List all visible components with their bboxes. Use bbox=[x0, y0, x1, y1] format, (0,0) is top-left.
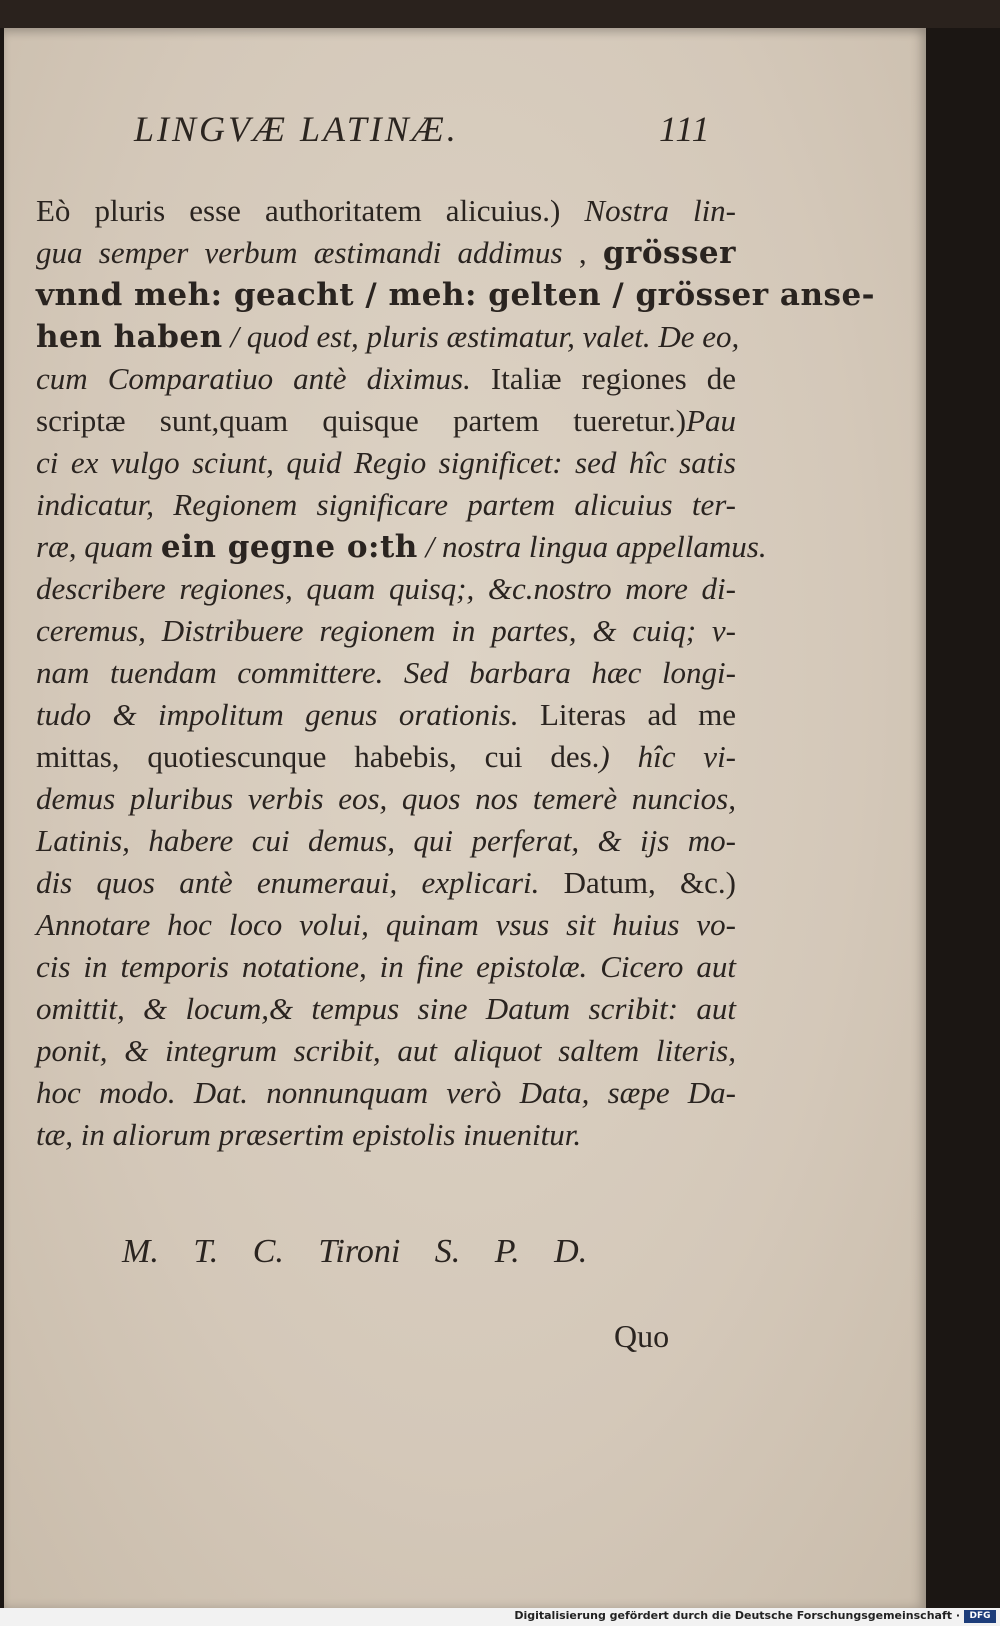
text-run: Nostra lin- bbox=[584, 193, 737, 228]
text-line bbox=[36, 694, 736, 736]
text-run: / quod est, pluris æstimatur, valet. De eo, bbox=[222, 319, 740, 354]
text-run: ceremus, Distribuere regionem in partes, & cuiq; v- bbox=[36, 613, 736, 648]
text-line bbox=[36, 946, 736, 988]
text-run: gua semper verbum æstimandi addimus bbox=[36, 235, 563, 270]
text-run: hen haben bbox=[36, 319, 223, 355]
book-page bbox=[4, 28, 926, 1608]
body-text bbox=[36, 190, 876, 1156]
text-run: ci ex vulgo sciunt, quid Regio significet: sed hîc satis bbox=[36, 445, 736, 480]
text-run: dis quos antè enumeraui, explicari. bbox=[36, 865, 540, 900]
text-run: describere regiones, quam quisq;, &c.nostro more di- bbox=[36, 571, 736, 606]
text-run: , bbox=[562, 235, 603, 270]
text-line bbox=[36, 232, 736, 274]
text-line bbox=[36, 988, 736, 1030]
running-title: LINGVÆ LATINÆ. bbox=[134, 109, 459, 149]
text-line bbox=[36, 274, 876, 316]
scan-top-edge bbox=[0, 0, 1000, 28]
text-line bbox=[36, 358, 736, 400]
text-run: ) hîc vi- bbox=[599, 739, 737, 774]
text-run: Latinis, habere cui demus, qui perferat, & ijs mo- bbox=[36, 823, 736, 858]
text-run: tudo & impolitum genus orationis. bbox=[36, 697, 519, 732]
text-run: nam tuendam committere. Sed barbara hæc longi- bbox=[36, 655, 736, 690]
text-line bbox=[36, 1072, 736, 1114]
text-line bbox=[36, 190, 736, 232]
text-run: Datum, &c.) bbox=[539, 865, 736, 900]
catchword: Quo bbox=[614, 1318, 670, 1354]
text-line bbox=[36, 568, 736, 610]
text-run: Italiæ regiones de bbox=[470, 361, 736, 396]
text-line bbox=[36, 652, 736, 694]
text-run: Eò pluris esse authoritatem alicuius.) bbox=[36, 193, 585, 228]
text-line bbox=[36, 862, 736, 904]
text-run: ræ, quam bbox=[36, 529, 161, 564]
text-line bbox=[36, 400, 736, 442]
text-line bbox=[36, 736, 736, 778]
text-run: omittit, & locum,& tempus sine Datum scribit: aut bbox=[36, 991, 736, 1026]
text-line bbox=[36, 778, 736, 820]
text-run: Annotare hoc loco volui, quinam vsus sit huius vo- bbox=[36, 907, 736, 942]
text-line bbox=[36, 1114, 736, 1156]
text-line bbox=[36, 526, 767, 568]
footer-bar bbox=[0, 1608, 1000, 1626]
text-run: / nostra lingua appellamus. bbox=[417, 529, 767, 564]
running-header bbox=[134, 108, 714, 158]
text-run: ponit, & integrum scribit, aut aliquot saltem literis, bbox=[36, 1033, 736, 1068]
text-line bbox=[36, 1030, 736, 1072]
text-run: cis in temporis notatione, in fine epistolæ. Cicero aut bbox=[36, 949, 736, 984]
text-line bbox=[36, 442, 736, 484]
dfg-logo: DFG bbox=[964, 1610, 996, 1623]
text-line bbox=[36, 904, 736, 946]
text-run: demus pluribus verbis eos, quos nos temerè nuncios, bbox=[36, 781, 736, 816]
text-run: Pau bbox=[686, 403, 736, 438]
footer-credit: Digitalisierung gefördert durch die Deutsche Forschungsgemeinschaft · bbox=[514, 1609, 960, 1622]
salutation: M. T. C. Tironi S. P. D. bbox=[122, 1233, 588, 1270]
text-run: hoc modo. Dat. nonnunquam verò Data, sæpe Da- bbox=[36, 1075, 736, 1110]
text-line bbox=[36, 316, 740, 358]
text-run: scriptæ sunt,quam quisque partem tueretur.) bbox=[36, 403, 687, 438]
text-run: tæ, in aliorum præsertim epistolis inuenitur. bbox=[36, 1117, 582, 1152]
text-run: indicatur, Regionem significare partem alicuius ter- bbox=[36, 487, 736, 522]
text-run: grösser bbox=[602, 235, 736, 271]
text-line bbox=[36, 820, 736, 862]
text-line bbox=[36, 484, 736, 526]
text-run: cum Comparatiuo antè diximus. bbox=[36, 361, 471, 396]
text-line bbox=[36, 610, 736, 652]
text-run: ein gegne o:th bbox=[160, 529, 418, 565]
page-number: 111 bbox=[659, 109, 711, 149]
text-run: mittas, quotiescunque habebis, cui des. bbox=[36, 739, 600, 774]
text-run: Literas ad me bbox=[518, 697, 736, 732]
text-run: vnnd meh: geacht / meh: gelten / grösser anse- bbox=[36, 277, 876, 313]
